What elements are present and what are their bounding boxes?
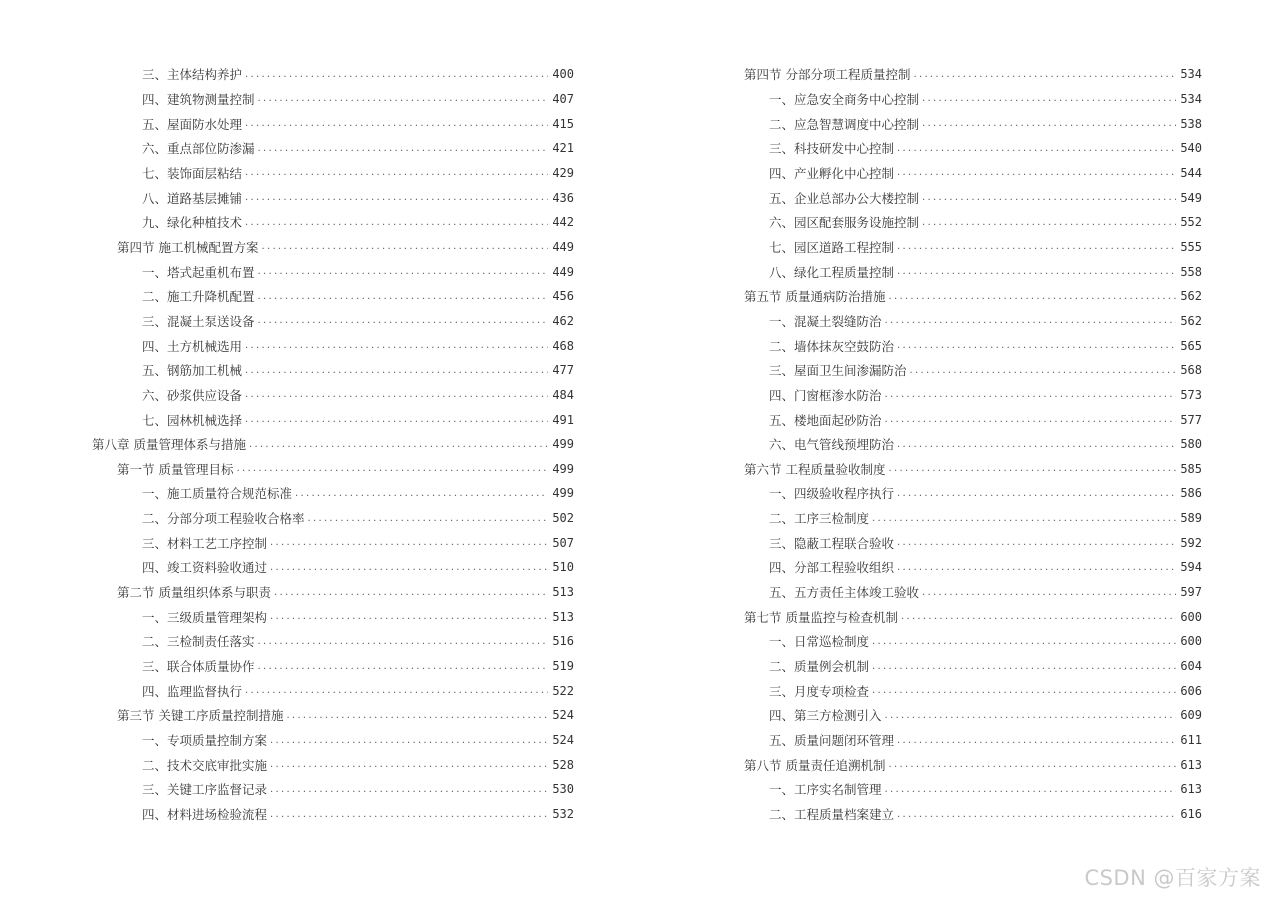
toc-entry-title: 四、门窗框渗水防治 (769, 387, 882, 403)
toc-dot-leader (872, 661, 1176, 672)
toc-dot-leader (245, 340, 548, 351)
toc-subsection-entry[interactable] (744, 161, 1202, 186)
toc-page-number: 462 (552, 313, 574, 328)
toc-subsection-entry[interactable] (744, 629, 1202, 654)
toc-entry-title: 第一节 质量管理目标 (117, 461, 234, 477)
toc-section-entry[interactable] (744, 62, 1202, 87)
toc-page-number: 600 (1180, 634, 1202, 649)
toc-section-entry[interactable] (744, 284, 1202, 309)
toc-entry-title: 七、园区道路工程控制 (769, 239, 895, 255)
toc-dot-leader (308, 513, 548, 524)
toc-page-number: 613 (1180, 757, 1202, 772)
toc-subsection-entry[interactable] (92, 161, 574, 186)
toc-page-number: 592 (1180, 535, 1202, 550)
toc-entry-title: 二、技术交底审批实施 (142, 757, 268, 773)
toc-section-entry[interactable] (92, 235, 574, 260)
toc-subsection-entry[interactable] (744, 309, 1202, 334)
toc-entry-title: 第二节 质量组织体系与职责 (117, 585, 271, 601)
toc-page-number: 513 (552, 609, 574, 624)
toc-dot-leader (897, 562, 1176, 573)
toc-entry-title: 三、隐蔽工程联合验收 (769, 535, 895, 551)
toc-dot-leader (897, 735, 1176, 746)
toc-subsection-entry[interactable] (744, 407, 1202, 432)
toc-section-entry[interactable] (744, 604, 1202, 629)
toc-page-number: 456 (552, 289, 574, 304)
toc-subsection-entry[interactable] (92, 629, 574, 654)
toc-subsection-entry[interactable] (92, 62, 574, 87)
toc-page-number: 528 (552, 757, 574, 772)
toc-page-number: 609 (1180, 708, 1202, 723)
toc-dot-leader (286, 710, 548, 721)
toc-entry-title: 二、应急智慧调度中心控制 (769, 116, 920, 132)
toc-dot-leader (888, 463, 1176, 474)
toc-dot-leader (258, 291, 548, 302)
toc-subsection-entry[interactable] (92, 185, 574, 210)
toc-subsection-entry[interactable] (92, 728, 574, 753)
toc-subsection-entry[interactable] (92, 506, 574, 531)
toc-entry-title: 四、产业孵化中心控制 (769, 165, 895, 181)
toc-page-number: 585 (1180, 461, 1202, 476)
toc-entry-title: 一、工序实名制管理 (769, 782, 882, 798)
toc-entry-title: 五、企业总部办公大楼控制 (769, 190, 920, 206)
toc-entry-title: 二、墙体抹灰空鼓防治 (769, 338, 895, 354)
toc-page-number: 586 (1180, 486, 1202, 501)
toc-entry-title: 三、主体结构养护 (142, 67, 243, 83)
toc-dot-leader (274, 587, 548, 598)
toc-subsection-entry[interactable] (744, 235, 1202, 260)
toc-entry-title: 六、电气管线预埋防治 (769, 437, 895, 453)
toc-section-entry[interactable] (92, 457, 574, 482)
toc-page-number: 534 (1180, 67, 1202, 82)
toc-entry-title: 二、工程质量档案建立 (769, 807, 895, 823)
toc-page-number: 616 (1180, 807, 1202, 822)
toc-page-number: 449 (552, 239, 574, 254)
toc-page-number: 580 (1180, 437, 1202, 452)
toc-subsection-entry[interactable] (744, 383, 1202, 408)
toc-entry-title: 六、园区配套服务设施控制 (769, 215, 920, 231)
toc-dot-leader (888, 759, 1176, 770)
toc-page-number: 516 (552, 634, 574, 649)
toc-entry-title: 五、五方责任主体竣工验收 (769, 585, 920, 601)
toc-page-number: 421 (552, 141, 574, 156)
toc-entry-title: 四、监理监督执行 (142, 683, 243, 699)
toc-page-number: 449 (552, 264, 574, 279)
toc-entry-title: 第八章 质量管理体系与措施 (92, 437, 246, 453)
toc-subsection-entry[interactable] (744, 136, 1202, 161)
toc-entry-title: 第三节 关键工序质量控制措施 (117, 708, 284, 724)
toc-subsection-entry[interactable] (92, 383, 574, 408)
toc-subsection-entry[interactable] (744, 654, 1202, 679)
toc-dot-leader (245, 217, 548, 228)
toc-page-number: 538 (1180, 116, 1202, 131)
toc-subsection-entry[interactable] (92, 481, 574, 506)
toc-dot-leader (922, 192, 1176, 203)
toc-page-number: 565 (1180, 338, 1202, 353)
toc-subsection-entry[interactable] (744, 506, 1202, 531)
toc-subsection-entry[interactable] (744, 111, 1202, 136)
toc-page-number: 499 (552, 437, 574, 452)
toc-page-number: 499 (552, 461, 574, 476)
toc-entry-title: 四、建筑物测量控制 (142, 91, 255, 107)
toc-dot-leader (897, 241, 1176, 252)
toc-page-number: 502 (552, 511, 574, 526)
toc-subsection-entry[interactable] (744, 530, 1202, 555)
toc-page-number: 491 (552, 412, 574, 427)
toc-subsection-entry[interactable] (92, 777, 574, 802)
toc-subsection-entry[interactable] (744, 678, 1202, 703)
toc-entry-title: 四、竣工资料验收通过 (142, 560, 268, 576)
toc-entry-title: 五、楼地面起砂防治 (769, 412, 882, 428)
toc-page-number: 429 (552, 165, 574, 180)
toc-entry-title: 二、工序三检制度 (769, 511, 870, 527)
toc-subsection-entry[interactable] (92, 333, 574, 358)
toc-dot-leader (245, 414, 548, 425)
toc-section-entry[interactable] (92, 703, 574, 728)
toc-entry-title: 五、屋面防水处理 (142, 116, 243, 132)
toc-dot-leader (245, 365, 548, 376)
toc-section-entry[interactable] (744, 752, 1202, 777)
toc-page-number: 577 (1180, 412, 1202, 427)
toc-dot-leader (270, 784, 548, 795)
toc-entry-title: 一、四级验收程序执行 (769, 486, 895, 502)
toc-entry-title: 七、园林机械选择 (142, 412, 243, 428)
toc-page-number: 442 (552, 215, 574, 230)
toc-entry-title: 一、塔式起重机布置 (142, 264, 255, 280)
toc-dot-leader (897, 167, 1176, 178)
toc-dot-leader (897, 143, 1176, 154)
toc-dot-leader (897, 439, 1176, 450)
toc-page-number: 530 (552, 782, 574, 797)
toc-entry-title: 第四节 施工机械配置方案 (117, 239, 259, 255)
toc-dot-leader (258, 93, 548, 104)
toc-dot-leader (913, 69, 1176, 80)
toc-page-number: 555 (1180, 239, 1202, 254)
toc-page-number: 568 (1180, 363, 1202, 378)
toc-subsection-entry[interactable] (92, 136, 574, 161)
toc-dot-leader (270, 611, 548, 622)
toc-entry-title: 一、施工质量符合规范标准 (142, 486, 293, 502)
toc-entry-title: 二、三检制责任落实 (142, 634, 255, 650)
toc-dot-leader (258, 636, 548, 647)
toc-entry-title: 五、质量问题闭环管理 (769, 733, 895, 749)
toc-entry-title: 二、质量例会机制 (769, 659, 870, 675)
toc-dot-leader (270, 562, 548, 573)
toc-subsection-entry[interactable] (744, 358, 1202, 383)
toc-page-number: 606 (1180, 683, 1202, 698)
toc-dot-leader (872, 636, 1176, 647)
toc-page-number: 558 (1180, 264, 1202, 279)
toc-subsection-entry[interactable] (744, 802, 1202, 827)
toc-subsection-entry[interactable] (92, 210, 574, 235)
toc-subsection-entry[interactable] (92, 555, 574, 580)
toc-entry-title: 四、土方机械选用 (142, 338, 243, 354)
toc-entry-title: 三、月度专项检查 (769, 683, 870, 699)
toc-dot-leader (245, 685, 548, 696)
toc-entry-title: 第四节 分部分项工程质量控制 (744, 67, 911, 83)
toc-page-number: 562 (1180, 313, 1202, 328)
toc-entry-title: 七、装饰面层粘结 (142, 165, 243, 181)
toc-page-number: 613 (1180, 782, 1202, 797)
toc-page-number: 477 (552, 363, 574, 378)
toc-page-number: 600 (1180, 609, 1202, 624)
toc-dot-leader (249, 439, 548, 450)
toc-entry-title: 四、材料进场检验流程 (142, 807, 268, 823)
toc-page-number: 499 (552, 486, 574, 501)
toc-dot-leader (885, 784, 1176, 795)
toc-page-number: 534 (1180, 91, 1202, 106)
toc-page-number: 544 (1180, 165, 1202, 180)
toc-entry-title: 三、关键工序监督记录 (142, 782, 268, 798)
toc-page-number: 513 (552, 585, 574, 600)
toc-page-number: 407 (552, 91, 574, 106)
toc-entry-title: 六、重点部位防渗漏 (142, 141, 255, 157)
toc-page-number: 415 (552, 116, 574, 131)
toc-page-number: 468 (552, 338, 574, 353)
toc-page-number: 540 (1180, 141, 1202, 156)
toc-dot-leader (897, 266, 1176, 277)
toc-page-number: 589 (1180, 511, 1202, 526)
toc-page-number: 524 (552, 733, 574, 748)
toc-entry-title: 二、施工升降机配置 (142, 289, 255, 305)
toc-entry-title: 九、绿化种植技术 (142, 215, 243, 231)
toc-dot-leader (872, 513, 1176, 524)
toc-entry-title: 三、联合体质量协作 (142, 659, 255, 675)
toc-page-number: 519 (552, 659, 574, 674)
toc-subsection-entry[interactable] (744, 777, 1202, 802)
toc-entry-title: 八、绿化工程质量控制 (769, 264, 895, 280)
toc-page-number: 524 (552, 708, 574, 723)
toc-page-number: 573 (1180, 387, 1202, 402)
toc-subsection-entry[interactable] (92, 752, 574, 777)
toc-dot-leader (885, 389, 1176, 400)
toc-dot-leader (245, 389, 548, 400)
toc-subsection-entry[interactable] (744, 432, 1202, 457)
toc-section-entry[interactable] (744, 457, 1202, 482)
toc-dot-leader (245, 69, 548, 80)
toc-dot-leader (261, 241, 548, 252)
toc-entry-title: 一、应急安全商务中心控制 (769, 91, 920, 107)
toc-entry-title: 五、钢筋加工机械 (142, 363, 243, 379)
toc-subsection-entry[interactable] (92, 309, 574, 334)
toc-page-number: 597 (1180, 585, 1202, 600)
toc-dot-leader (270, 759, 548, 770)
toc-subsection-entry[interactable] (744, 333, 1202, 358)
toc-dot-leader (258, 143, 548, 154)
toc-dot-leader (885, 414, 1176, 425)
toc-entry-title: 四、第三方检测引入 (769, 708, 882, 724)
toc-entry-title: 四、分部工程验收组织 (769, 560, 895, 576)
toc-subsection-entry[interactable] (92, 407, 574, 432)
toc-dot-leader (901, 611, 1176, 622)
toc-dot-leader (872, 685, 1176, 696)
toc-entry-title: 三、混凝土泵送设备 (142, 313, 255, 329)
toc-dot-leader (270, 735, 548, 746)
toc-dot-leader (258, 315, 548, 326)
toc-entry-title: 三、科技研发中心控制 (769, 141, 895, 157)
toc-page-number: 510 (552, 560, 574, 575)
toc-subsection-entry[interactable] (92, 358, 574, 383)
toc-page-number: 549 (1180, 190, 1202, 205)
toc-page-number: 532 (552, 807, 574, 822)
toc-dot-leader (897, 809, 1176, 820)
toc-subsection-entry[interactable] (744, 728, 1202, 753)
toc-entry-title: 一、日常巡检制度 (769, 634, 870, 650)
toc-dot-leader (922, 93, 1176, 104)
toc-dot-leader (885, 710, 1176, 721)
toc-subsection-entry[interactable] (744, 481, 1202, 506)
toc-subsection-entry[interactable] (744, 703, 1202, 728)
toc-dot-leader (245, 118, 548, 129)
toc-dot-leader (258, 661, 548, 672)
toc-entry-title: 第七节 质量监控与检查机制 (744, 609, 898, 625)
toc-dot-leader (897, 488, 1176, 499)
toc-page-number: 400 (552, 67, 574, 82)
toc-entry-title: 一、混凝土裂缝防治 (769, 313, 882, 329)
toc-subsection-entry[interactable] (744, 87, 1202, 112)
toc-dot-leader (236, 463, 548, 474)
toc-subsection-entry[interactable] (92, 604, 574, 629)
toc-subsection-entry[interactable] (744, 555, 1202, 580)
toc-entry-title: 三、材料工艺工序控制 (142, 535, 268, 551)
toc-subsection-entry[interactable] (92, 284, 574, 309)
toc-dot-leader (897, 340, 1176, 351)
toc-section-entry[interactable] (92, 580, 574, 605)
csdn-watermark: CSDN @百家方案 (1084, 866, 1261, 890)
toc-entry-title: 一、三级质量管理架构 (142, 609, 268, 625)
toc-entry-title: 第八节 质量责任追溯机制 (744, 757, 886, 773)
toc-dot-leader (922, 587, 1176, 598)
toc-page-number: 484 (552, 387, 574, 402)
toc-entry-title: 二、分部分项工程验收合格率 (142, 511, 305, 527)
toc-left-column (92, 62, 574, 826)
toc-page-number: 522 (552, 683, 574, 698)
toc-dot-leader (885, 315, 1176, 326)
toc-page-number: 611 (1180, 733, 1202, 748)
toc-subsection-entry[interactable] (92, 802, 574, 827)
toc-subsection-entry[interactable] (92, 111, 574, 136)
toc-dot-leader (295, 488, 548, 499)
toc-subsection-entry[interactable] (744, 185, 1202, 210)
toc-subsection-entry[interactable] (744, 580, 1202, 605)
toc-chapter-entry[interactable] (92, 432, 574, 457)
toc-dot-leader (258, 266, 548, 277)
toc-entry-title: 第六节 工程质量验收制度 (744, 461, 886, 477)
toc-dot-leader (245, 167, 548, 178)
toc-page-number: 552 (1180, 215, 1202, 230)
toc-dot-leader (922, 217, 1176, 228)
toc-page-number: 562 (1180, 289, 1202, 304)
toc-subsection-entry[interactable] (92, 87, 574, 112)
toc-dot-leader (910, 365, 1176, 376)
toc-subsection-entry[interactable] (744, 259, 1202, 284)
toc-subsection-entry[interactable] (92, 259, 574, 284)
toc-subsection-entry[interactable] (92, 530, 574, 555)
toc-dot-leader (245, 192, 548, 203)
toc-entry-title: 第五节 质量通病防治措施 (744, 289, 886, 305)
toc-dot-leader (888, 291, 1176, 302)
toc-page-number: 507 (552, 535, 574, 550)
toc-entry-title: 八、道路基层摊铺 (142, 190, 243, 206)
toc-subsection-entry[interactable] (92, 654, 574, 679)
toc-dot-leader (270, 809, 548, 820)
toc-entry-title: 六、砂浆供应设备 (142, 387, 243, 403)
toc-right-column (744, 62, 1202, 826)
toc-entry-title: 一、专项质量控制方案 (142, 733, 268, 749)
toc-dot-leader (270, 537, 548, 548)
toc-page-number: 594 (1180, 560, 1202, 575)
toc-dot-leader (897, 537, 1176, 548)
toc-subsection-entry[interactable] (744, 210, 1202, 235)
toc-page-number: 436 (552, 190, 574, 205)
toc-entry-title: 三、屋面卫生间渗漏防治 (769, 363, 907, 379)
toc-subsection-entry[interactable] (92, 678, 574, 703)
toc-dot-leader (922, 118, 1176, 129)
toc-page-number: 604 (1180, 659, 1202, 674)
